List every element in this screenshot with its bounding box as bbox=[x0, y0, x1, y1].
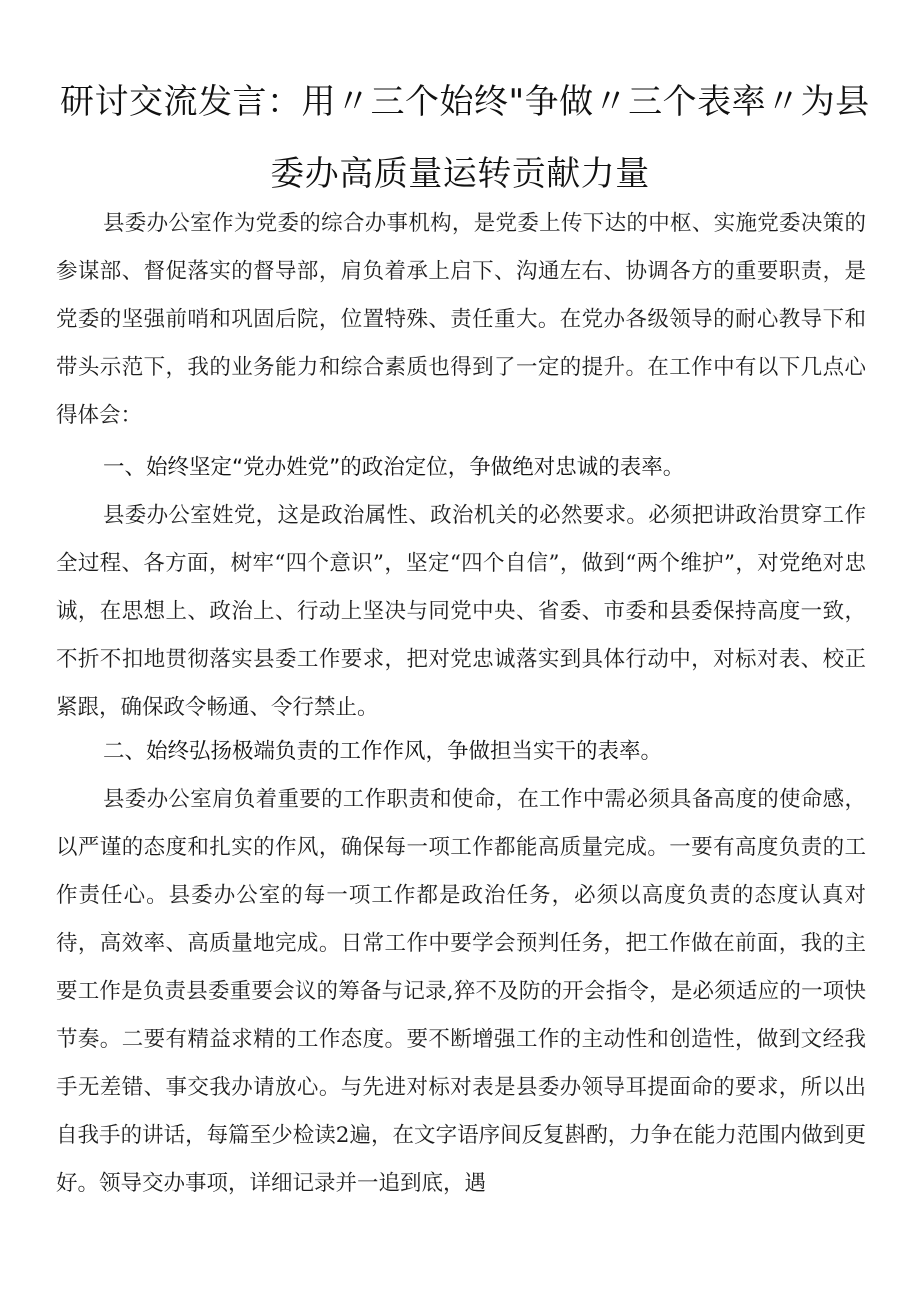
paragraph-intro: 县委办公室作为党委的综合办事机构，是党委上传下达的中枢、实施党委决策的参谋部、督促落实的督导部，肩负着承上启下、沟通左右、协调各方的重要职责，是党委的坚强前哨和巩固后院，位置特殊、责任重大。在党办各级领导的耐心教导下和带头示范下，我的业务能力和综合素质也得到了一定的提升。在工作中有以下几点心得体会： bbox=[56, 211, 866, 428]
paragraph-section-1: 县委办公室姓党，这是政治属性、政治机关的必然要求。必须把讲政治贯穿工作全过程、各方面，树牢“四个意识”，坚定“四个自信”，做到“两个维护”，对党绝对忠诚，在思想上、政治上、行动上坚决与同党中央、省委、市委和县委保持高度一致，不折不扣地贯彻落实县委工作要求，把对党忠诚落实到具体行动中，对标对表、校正紧跟，确保政令畅通、令行禁止。 bbox=[56, 503, 866, 720]
paragraph-section-2: 县委办公室肩负着重要的工作职责和使命，在工作中需必须具备高度的使命感，以严谨的态度和扎实的作风，确保每一项工作都能高质量完成。一要有高度负责的工作责任心。县委办公室的每一项工作都是政治任务，必须以高度负责的态度认真对待，高效率、高质量地完成。日常工作中要学会预判任务，把工作做在前面，我的主要工作是负责县委重要会议的筹备与记录,猝不及防的开会指令，是必须适应的一项快节奏。二要有精益求精的工作态度。要不断增强工作的主动性和创造性，做到文经我手无差错、事交我办请放心。与先进对标对表是县委办领导耳提面命的要求，所以出自我手的讲话，每篇至少检读2遍，在文字语序间反复斟酌，力争在能力范围内做到更好。领导交办事项，详细记录并一追到底，遇 bbox=[56, 787, 866, 1196]
section-heading-2: 二、始终弘扬极端负责的工作作风，争做担当实干的表率。 bbox=[103, 739, 663, 764]
document-title-line-1: 研讨交流发言：用〃三个始终"争做〃三个表率〃为县 bbox=[60, 82, 870, 122]
section-heading-1: 一、始终坚定“党办姓党”的政治定位，争做绝对忠诚的表率。 bbox=[103, 455, 685, 480]
document-title-line-2: 委办高质量运转贡献力量 bbox=[270, 154, 650, 194]
